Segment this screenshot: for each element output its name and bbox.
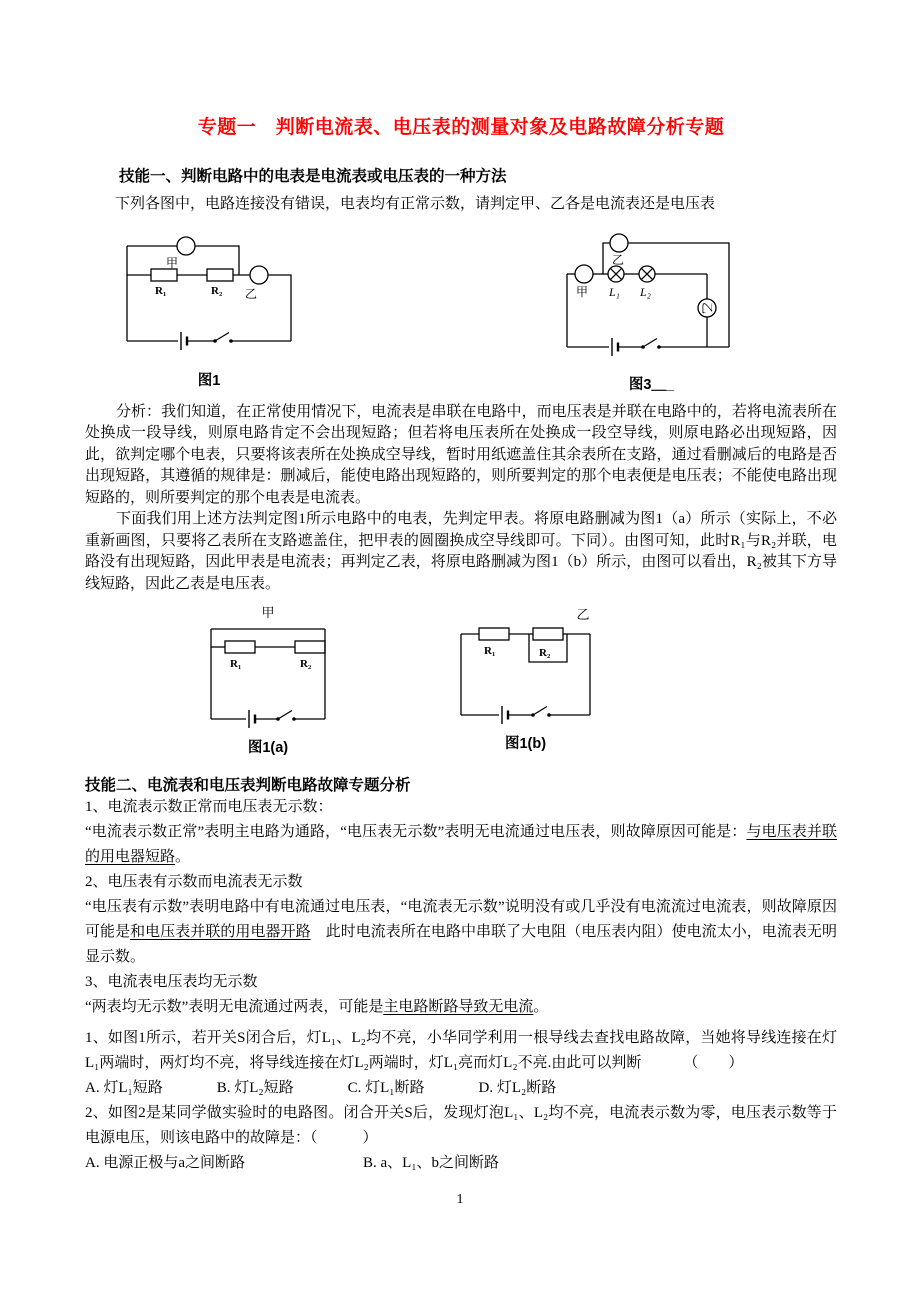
analysis-paragraph-2: 下面我们用上述方法判定图1所示电路中的电表，先判定甲表。将原电路删减为图1（a）所示（实际上，不必重新画图，只要将乙表所在支路遮盖住，把甲表的圆圈换成空导线即可。下同）。由图可知，此时R₁与R₂并联，电路没有出现短路，因此甲表是电流表；再判定乙表，将原电路删减为图1（b）所示，由图可以看出，R₂被其下方导线短路，因此乙表是电压表。: [85, 511, 837, 592]
fig1b-circuit-diagram: [453, 605, 598, 725]
fig1a-circuit-diagram: [203, 605, 333, 729]
fault-case-2-post: 此时电流表所在电路中串联了大电阻（电压表内阻）使电流太小，电流表无明显示数。: [85, 924, 837, 965]
fig3-lamp-l2-label: L₂: [640, 284, 651, 299]
fault-case-2-underlined: 和电压表并联的用电器开路: [130, 924, 311, 940]
fig1b-r1-label: R₁: [484, 645, 496, 657]
fig1b-labels: [484, 645, 551, 659]
fig1b-switch-contacts: [531, 713, 551, 717]
fault-case-1-title: 1、电流表示数正常而电压表无示数：: [85, 799, 333, 815]
fig1a-wire-jia-label: 甲: [261, 605, 275, 620]
fig3-meter-jia-symbol: [575, 265, 593, 283]
fig1-meter-yi-symbol: [250, 266, 268, 284]
fig3-circuit-diagram: [559, 228, 744, 366]
question-1: [85, 1026, 837, 1101]
fig3-switch-contacts: [641, 345, 661, 349]
fault-case-1-underlined: 与电压表并联的用电器短路: [85, 824, 837, 865]
fault-case-3: [85, 970, 837, 1020]
figure-1: [119, 228, 299, 390]
question-1-text: [85, 1026, 837, 1076]
question-1-options: [85, 1076, 837, 1101]
question-2-text: 2、如图2是某同学做实验时的电路图。闭合开关S后，发现灯泡L₁、L₂均不亮，电流表示数为零，电压表示数等于电源电压，则该电路中的故障是：（ ）: [85, 1105, 837, 1146]
question-2-option-a: A. 电源正极与a之间断路: [85, 1155, 245, 1171]
fault-case-1: [85, 795, 837, 870]
fig1-wires: [127, 237, 291, 350]
question-1-option-b: B. 灯L₂短路: [216, 1080, 294, 1096]
fig1a-switch-contacts: [276, 717, 296, 721]
question-1-option-d: D. 灯L₂断路: [478, 1080, 557, 1096]
fault-case-2-pre: “电压表有示数”表明电路中有电流通过电压表，“电流表无示数”说明没有或几乎没有电流流过电流表，则故障原因可能是: [85, 899, 837, 940]
fig1b-top-label-group: [576, 607, 589, 622]
skill2-heading: 技能二、电流表和电压表判断电路故障专题分析: [85, 777, 411, 794]
fig1b-resistor-r2-symbol: [533, 628, 563, 640]
figure-3: [559, 228, 744, 394]
question-1-answer-bracket: （ ）: [683, 1055, 744, 1071]
fig1a-r1-label: R₁: [230, 658, 242, 670]
fault-case-1-body: [85, 820, 837, 870]
question-1-stem: 1、如图1所示，若开关S闭合后，灯L₁、L₂均不亮，小华同学利用一根导线去查找电路故障，当她将导线连接在灯L₁两端时，两灯均不亮，将导线连接在灯L₂两端时，灯L₁亮而灯L₂不亮.由此可以判断: [85, 1030, 837, 1071]
fault-case-1-post: 。: [175, 849, 191, 865]
figure-3-caption-text: 图3: [628, 376, 652, 393]
fig3-switch-symbol: [643, 338, 657, 347]
fig1b-r2-label: R₂: [539, 647, 551, 659]
figure-1b-caption: 图1(b): [504, 736, 547, 752]
fig3-meter-yi-label: 乙: [612, 252, 625, 267]
fig1-switch-contacts: [213, 339, 233, 343]
fault-case-2-title: 2、电压表有示数而电流表无示数: [85, 874, 303, 890]
fig1-meter-jia-symbol: [177, 237, 195, 255]
fig1-r1-label: R₁: [155, 284, 167, 297]
fig1a-r2-label: R₂: [300, 658, 312, 670]
fault-case-3-title: 3、电流表电压表均无示数: [85, 974, 258, 990]
fault-case-3-underlined: 主电路断路导致无电流: [383, 999, 534, 1015]
figure-1a-caption: 图1(a): [247, 740, 289, 756]
fig1-meter-jia-label: 甲: [166, 255, 179, 270]
question-2: [85, 1101, 837, 1176]
fig1-resistor-r1-symbol: [151, 269, 177, 281]
fig1a-resistor-r2-symbol: [295, 641, 325, 653]
figure-3-caption-marks: ＿_: [651, 376, 675, 393]
fig3-meter-side-label: 乙: [700, 301, 714, 314]
figure-1a: [203, 605, 333, 757]
question-1-option-c: C. 灯L₁断路: [347, 1080, 425, 1096]
figure-row-2: [85, 605, 837, 757]
skill1-intro: 下列各图中，电路连接没有错误，电表均有正常示数，请判定甲、乙各是电流表还是电压表: [115, 196, 716, 212]
figure-3-caption: [559, 373, 744, 394]
fig1-labels: [155, 256, 257, 301]
fault-case-1-pre: “电流表示数正常”表明主电路为通路，“电压表无示数”表明无电流通过电压表，则故障原因可能是：: [85, 824, 747, 840]
fig3-labels: [576, 253, 714, 314]
document-page: [85, 112, 837, 1176]
fig1-circuit-diagram: [119, 228, 299, 362]
fig1-r2-label: R₂: [211, 284, 223, 297]
fig1b-switch-symbol: [533, 707, 547, 716]
figure-1-caption: 图1: [197, 372, 221, 389]
fig1b-wires: [461, 628, 590, 724]
fig1a-labels: [230, 658, 312, 670]
fault-case-3-post: 。: [533, 999, 549, 1015]
fig1-meter-yi-label: 乙: [245, 286, 258, 301]
fig1-resistor-r2-symbol: [207, 269, 233, 281]
fig3-lamp-l1-label: L₁: [609, 284, 620, 299]
fault-case-3-body: [85, 995, 837, 1020]
fault-case-2-body: [85, 895, 837, 970]
question-1-option-a: A. 灯L₁短路: [85, 1080, 163, 1096]
fig1a-wires: [211, 629, 325, 728]
page-number: 1: [456, 1192, 464, 1207]
fig3-meter-jia-label: 甲: [576, 284, 589, 299]
skill1-heading: 技能一、判断电路中的电表是电流表或电压表的一种方法: [119, 168, 507, 185]
question-2-option-b: B. a、L₁、b之间断路: [363, 1155, 500, 1171]
fig1-switch-symbol: [215, 332, 229, 341]
fault-case-3-pre: “两表均无示数”表明无电流通过两表，可能是: [85, 999, 384, 1015]
fig1a-switch-symbol: [278, 711, 292, 720]
question-2-options: [85, 1151, 837, 1176]
fig3-meter-yi-symbol: [610, 234, 628, 252]
figure-row-1: [85, 228, 837, 394]
fault-case-2: [85, 870, 837, 970]
figure-1b: [453, 605, 598, 753]
fig1b-meter-yi-label: 乙: [576, 607, 590, 622]
page-title: 专题一 判断电流表、电压表的测量对象及电路故障分析专题: [197, 117, 725, 138]
fig1b-resistor-r1-symbol: [479, 628, 509, 640]
analysis-paragraph-1: 分析：我们知道，在正常使用情况下，电流表是串联在电路中，而电压表是并联在电路中的，若将电流表所在处换成一段导线，则原电路肯定不会出现短路；但若将电压表所在处换成一段空导线，则原电路必出现短路，因此，欲判定哪个电表，只要将该表所在处换成空导线，暂时用纸遮盖住其余表所在支路，通过看删减后的电路是否出现短路，其遵循的规律是：删减后，能使电路出现短路的，则所要判定的那个电表便是电压表；不能使电路出现短路的，则所要判定的那个电表是电流表。: [85, 403, 837, 506]
fig1a-resistor-r1-symbol: [225, 641, 255, 653]
fig1a-top-label-group: [261, 605, 274, 620]
